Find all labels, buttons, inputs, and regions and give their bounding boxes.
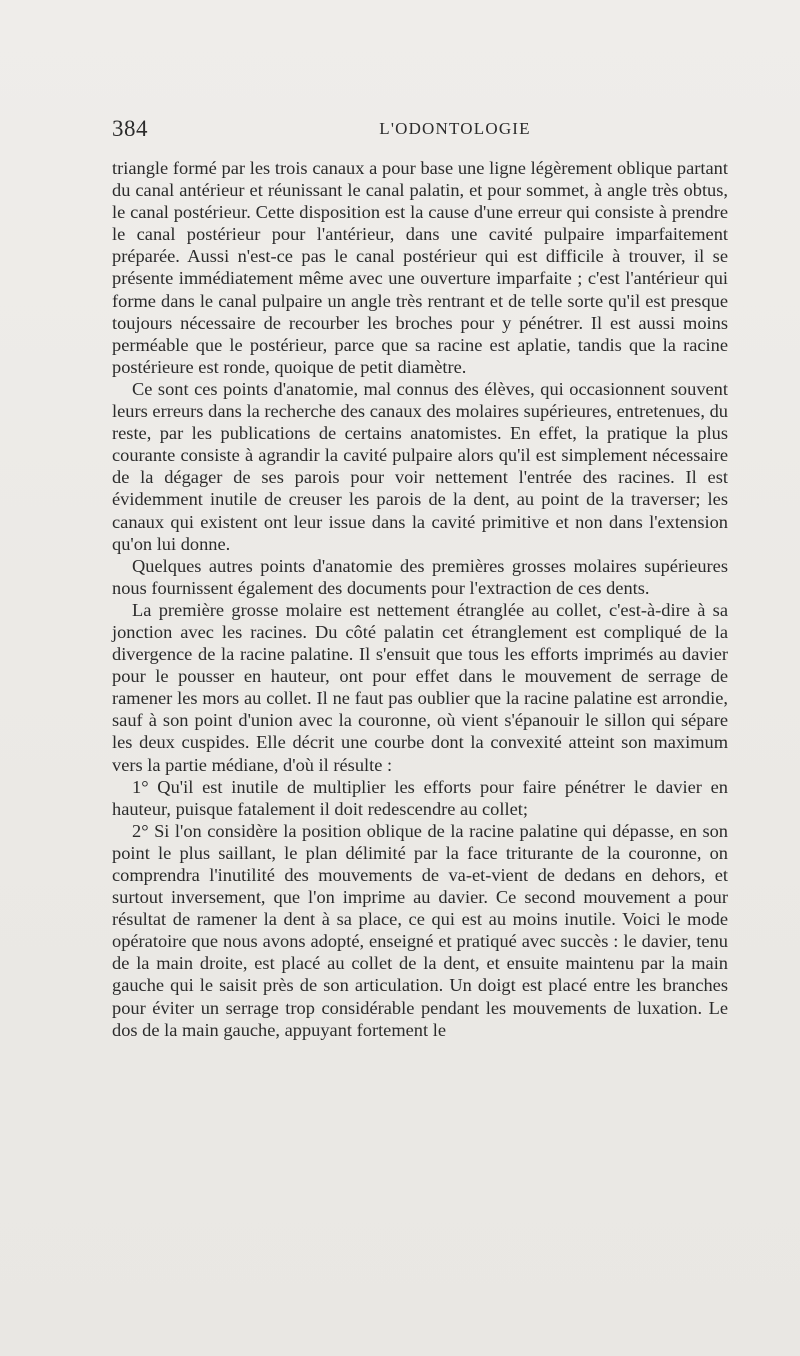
numbered-paragraph-1: 1° Qu'il est inutile de multiplier les efforts pour faire pénétrer le davier en hauteur, puisque fatalement il doit redescendre au collet; (112, 776, 728, 819)
paragraph: Ce sont ces points d'anatomie, mal connus des élèves, qui occasionnent souvent leurs erreurs dans la recherche des canaux des molaires supérieures, entretenues, du reste, par les publications de certains anatomistes. En effet, la pratique la plus courante consiste à agrandir la cavité pulpaire alors qu'il est simplement nécessaire de la dégager de ses parois pour voir nettement l'entrée des racines. Il est évidemment inutile de creuser les parois de la dent, au point de la traverser; les canaux qui existent ont leur issue dans la cavité primitive et non dans l'extension qu'on lui donne. (112, 378, 728, 554)
paragraph: Quelques autres points d'anatomie des premières grosses molaires supérieures nous fournissent également des documents pour l'extraction de ces dents. (112, 555, 728, 598)
body-text (112, 157, 728, 1041)
numbered-paragraph-2: 2° Si l'on considère la position oblique de la racine palatine qui dépasse, en son point le plus saillant, le plan délimité par la face triturante de la couronne, on comprendra l'inutilité des mouvements de va-et-vient de dedans en dehors, et surtout inversement, que l'on imprime au davier. Ce second mouvement a pour résultat de ramener la dent à sa place, ce qui est au moins inutile. Voici le mode opératoire que nous avons adopté, enseigné et pratiqué avec succès : le davier, tenu de la main droite, est placé au collet de la dent, et ensuite maintenu par la main gauche qui le saisit près de son articulation. Un doigt est placé entre les branches pour éviter un serrage trop considérable pendant les mouvements de luxation. Le dos de la main gauche, appuyant fortement le (112, 820, 728, 1040)
page-header (112, 116, 728, 146)
paragraph: La première grosse molaire est nettement étranglée au collet, c'est-à-dire à sa jonction avec les racines. Du côté palatin cet étranglement est compliqué de la divergence de la racine palatine. Il s'ensuit que tous les efforts imprimés au davier pour le pousser en hauteur, ont pour effet dans le mouvement de serrage de ramener les mors au collet. Il ne faut pas oublier que la racine palatine est arrondie, sauf à son point d'union avec la couronne, où vient s'épanouir le sillon qui sépare les deux cuspides. Elle décrit une courbe dont la convexité atteint son maximum vers la partie médiane, d'où il résulte : (112, 599, 728, 775)
page-number: 384 (112, 116, 148, 141)
paragraph-continued: triangle formé par les trois canaux a pour base une ligne légèrement oblique partant du canal antérieur et réunissant le canal palatin, et pour sommet, à angle très obtus, le canal postérieur. Cette disposition est la cause d'une erreur qui consiste à prendre le canal postérieur pour l'antérieur, dans une cavité pulpaire imparfaitement préparée. Aussi n'est-ce pas le canal postérieur qui est difficile à trouver, il se présente immédiatement même avec une ouverture imparfaite ; c'est l'antérieur qui forme dans le canal pulpaire un angle très rentrant et de telle sorte qu'il est presque toujours nécessaire de recourber les broches pour y pénétrer. Il est aussi moins perméable que le postérieur, parce que sa racine est aplatie, tandis que la racine postérieure est ronde, quoique de petit diamètre. (112, 158, 728, 377)
running-title: L'ODONTOLOGIE (379, 119, 531, 138)
